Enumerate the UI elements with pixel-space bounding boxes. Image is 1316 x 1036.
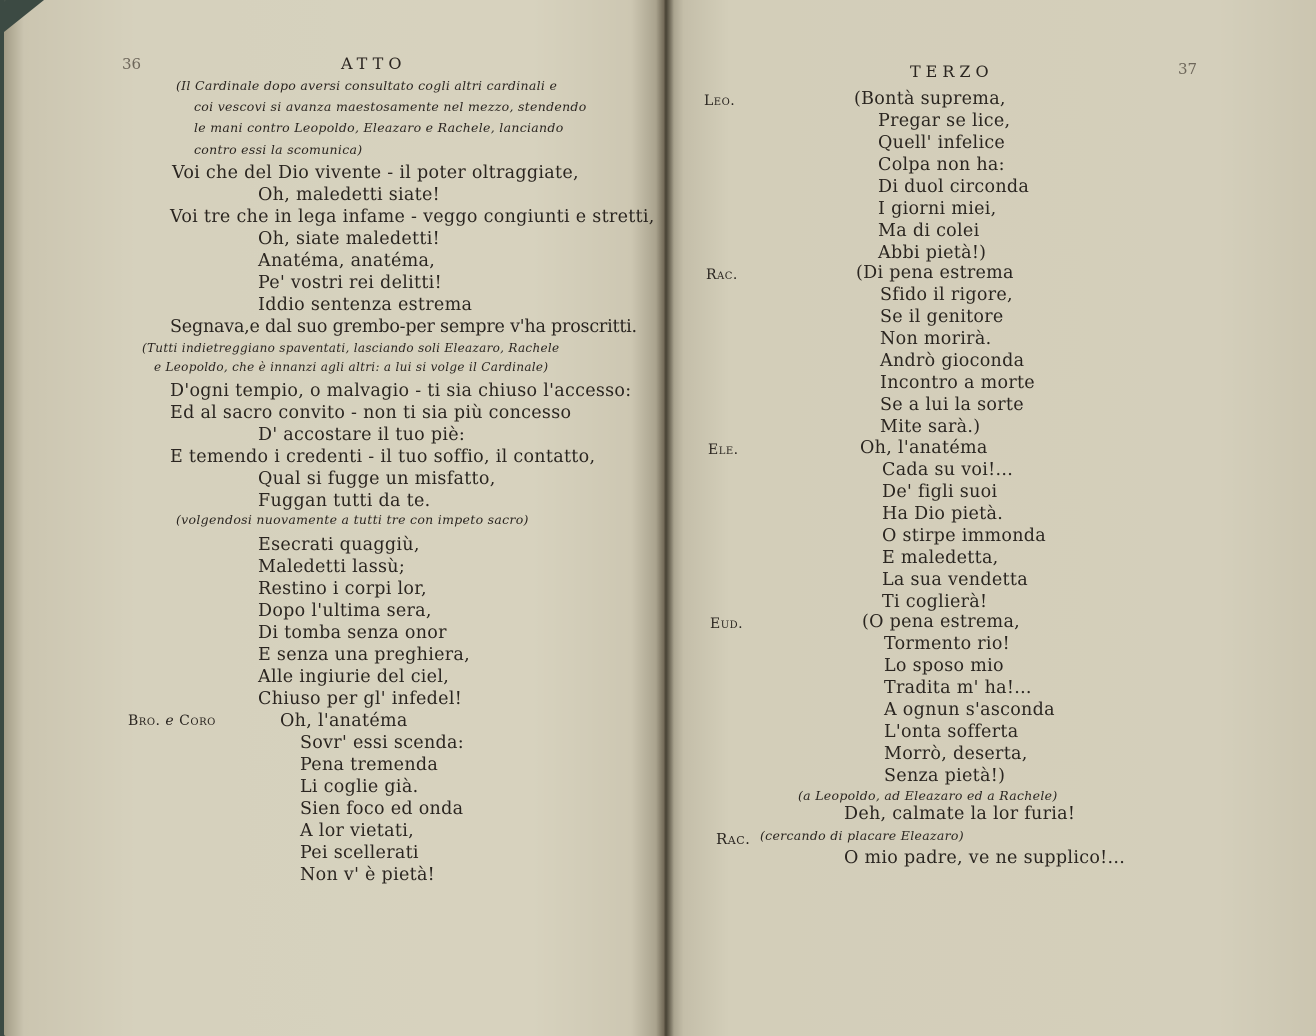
verse-line: Alle ingiurie del ciel, [258, 667, 450, 687]
verse-line: E temendo i credenti - il tuo soffio, il contatto, [170, 447, 596, 467]
verse-line: I giorni miei, [878, 199, 997, 219]
speaker-label: Rac. [706, 267, 738, 283]
verse-line: (O pena estrema, [862, 612, 1021, 632]
book-gutter [656, 0, 674, 1036]
verse-line: Iddio sentenza estrema [258, 295, 473, 315]
verse-line: Oh, maledetti siate! [258, 185, 440, 205]
verse-line: Oh, siate maledetti! [258, 229, 440, 249]
verse-line: Voi tre che in lega infame - veggo congiunti e stretti, [170, 207, 655, 227]
verse-line: Segnava,e dal suo grembo-per sempre v'ha proscritti. [170, 317, 637, 337]
speaker-label: Eud. [710, 616, 744, 632]
stage-direction: e Leopoldo, che è innanzi agli altri: a lui si volge il Cardinale) [154, 360, 549, 374]
verse-line: A ognun s'asconda [884, 700, 1055, 720]
verse-line: Esecrati quaggiù, [258, 535, 420, 555]
page-number: 36 [122, 55, 142, 73]
verse-line: Ma di colei [878, 221, 980, 241]
verse-line: Colpa non ha: [878, 155, 1005, 175]
verse-line: D'ogni tempio, o malvagio - ti sia chiuso l'accesso: [170, 381, 632, 401]
verse-line: O mio padre, ve ne supplico!... [844, 848, 1126, 868]
page-number: 37 [1178, 60, 1198, 78]
verse-line: Tradita m' ha!... [884, 678, 1032, 698]
verse-line: De' figli suoi [882, 482, 998, 502]
verse-line: Mite sarà.) [880, 417, 981, 437]
stage-direction: (cercando di placare Eleazaro) [760, 828, 964, 843]
verse-line: O stirpe immonda [882, 526, 1047, 546]
right-page [664, 0, 1316, 1036]
stage-direction: (Tutti indietreggiano spaventati, lasciando soli Eleazaro, Rachele [142, 341, 560, 355]
verse-line: Oh, l'anatéma [860, 438, 988, 458]
verse-line: Se a lui la sorte [880, 395, 1024, 415]
verse-line: E senza una preghiera, [258, 645, 471, 665]
running-head: ATTO [341, 54, 407, 73]
verse-line: Li coglie già. [300, 777, 419, 797]
torn-corner [4, 0, 44, 32]
verse-line: Ti coglierà! [882, 592, 988, 612]
verse-line: Fuggan tutti da te. [258, 491, 431, 511]
verse-line: Lo sposo mio [884, 656, 1004, 676]
verse-line: La sua vendetta [882, 570, 1028, 590]
verse-line: Quell' infelice [878, 133, 1006, 153]
verse-line: E maledetta, [882, 548, 999, 568]
verse-line: Morrò, deserta, [884, 744, 1028, 764]
stage-direction: (a Leopoldo, ad Eleazaro ed a Rachele) [798, 788, 1058, 803]
verse-line: Pe' vostri rei delitti! [258, 273, 442, 293]
verse-line: Non morirà. [880, 329, 992, 349]
verse-line: Ed al sacro convito - non ti sia più concesso [170, 403, 572, 423]
verse-line: Di duol circonda [878, 177, 1030, 197]
stage-direction: contro essi la scomunica) [194, 142, 363, 157]
speaker-label: Ele. [708, 442, 739, 458]
verse-line: Sovr' essi scenda: [300, 733, 464, 753]
verse-line: Anatéma, anatéma, [258, 251, 436, 271]
verse-line: Sfido il rigore, [880, 285, 1013, 305]
verse-line: Sien foco ed onda [300, 799, 464, 819]
verse-line: Restino i corpi lor, [258, 579, 427, 599]
verse-line: Dopo l'ultima sera, [258, 601, 432, 621]
verse-line: Maledetti lassù; [258, 557, 406, 577]
verse-line: Qual si fugge un misfatto, [258, 469, 496, 489]
stage-direction: le mani contro Leopoldo, Eleazaro e Rachele, lanciando [194, 120, 564, 135]
verse-line: Deh, calmate la lor furia! [844, 804, 1076, 824]
verse-line: (Bontà suprema, [854, 89, 1006, 109]
verse-line: Cada su voi!... [882, 460, 1014, 480]
verse-line: Tormento rio! [884, 634, 1010, 654]
verse-line: Senza pietà!) [884, 766, 1006, 786]
verse-line: Non v' è pietà! [300, 865, 436, 885]
speaker-label: Leo. [704, 93, 736, 109]
verse-line: Oh, l'anatéma [280, 711, 408, 731]
verse-line: Abbi pietà!) [878, 243, 987, 263]
verse-line: (Di pena estrema [856, 263, 1014, 283]
verse-line: Pei scellerati [300, 843, 419, 863]
stage-direction: (Il Cardinale dopo aversi consultato cogli altri cardinali e [176, 78, 558, 93]
verse-line: A lor vietati, [300, 821, 414, 841]
verse-line: Pregar se lice, [878, 111, 1011, 131]
verse-line: Ha Dio pietà. [882, 504, 1004, 524]
speaker-label: Rac. [716, 830, 751, 848]
running-head: TERZO [910, 62, 994, 81]
speaker-label: Bro. e Coro [128, 713, 216, 729]
verse-line: Di tomba senza onor [258, 623, 447, 643]
verse-line: Se il genitore [880, 307, 1004, 327]
verse-line: D' accostare il tuo piè: [258, 425, 466, 445]
verse-line: Voi che del Dio vivente - il poter oltraggiate, [172, 163, 579, 183]
verse-line: Pena tremenda [300, 755, 439, 775]
stage-direction: (volgendosi nuovamente a tutti tre con impeto sacro) [176, 512, 529, 527]
verse-line: Chiuso per gl' infedel! [258, 689, 463, 709]
verse-line: Andrò gioconda [880, 351, 1025, 371]
verse-line: Incontro a morte [880, 373, 1035, 393]
stage-direction: coi vescovi si avanza maestosamente nel mezzo, stendendo [194, 99, 587, 114]
verse-line: L'onta sofferta [884, 722, 1019, 742]
left-page [4, 0, 664, 1036]
